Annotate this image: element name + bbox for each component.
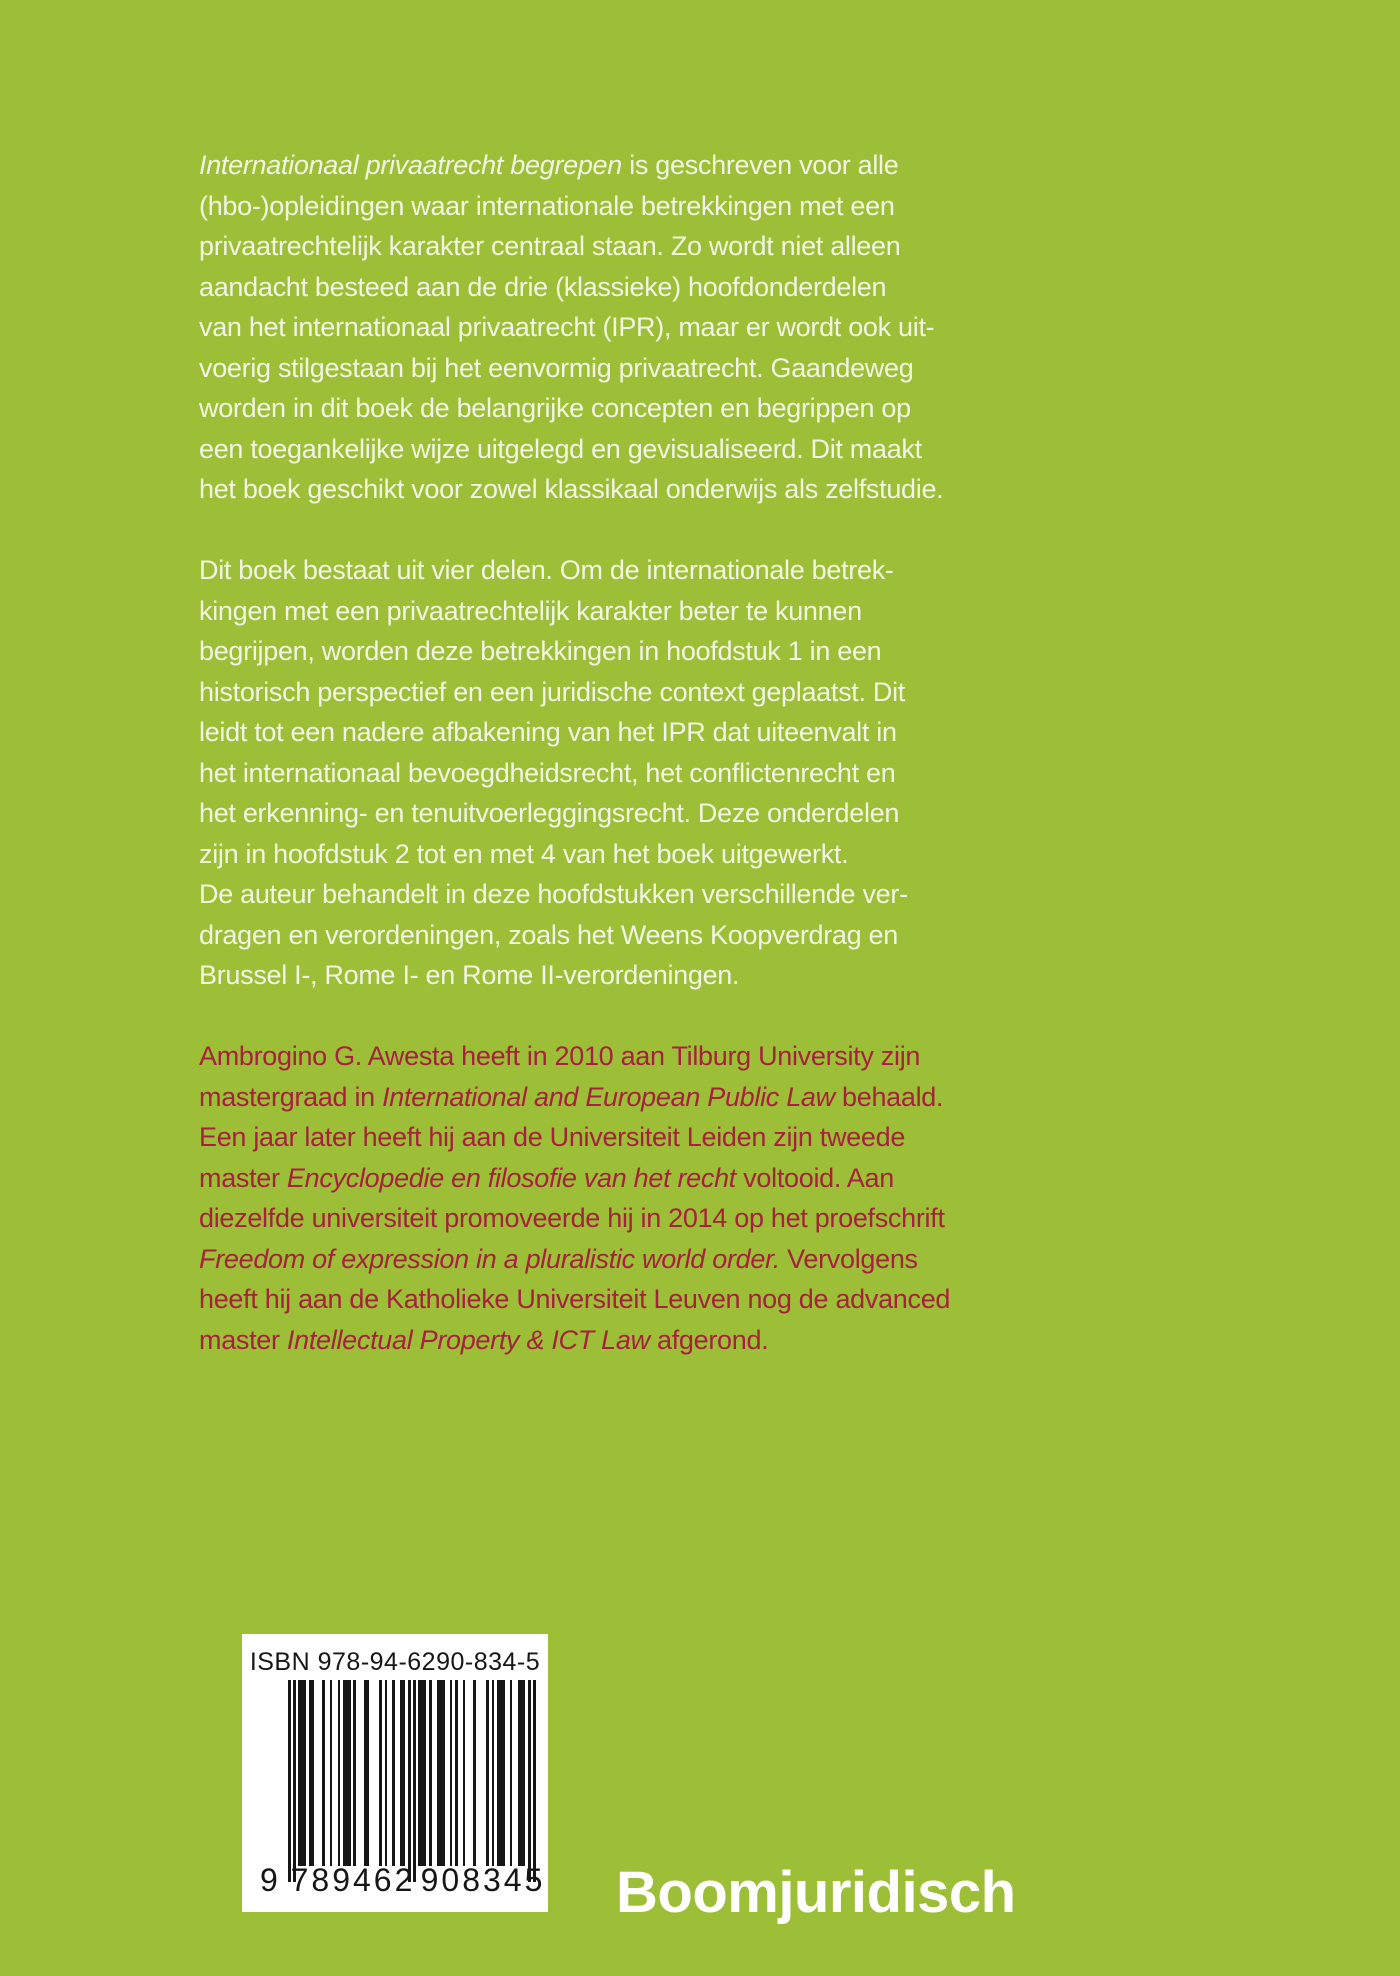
text-segment: voerig stilgestaan bij het eenvormig privaatrecht. Gaandeweg	[199, 352, 914, 383]
text-segment: afgerond.	[649, 1324, 769, 1355]
barcode-bar	[533, 1680, 536, 1882]
italic-text-segment: Internationaal privaatrecht begrepen	[199, 150, 622, 180]
text-segment: (hbo-)opleidingen waar internationale betrekkingen met een	[199, 190, 895, 221]
text-segment: Ambrogino G. Awesta heeft in 2010 aan Tilburg University zijn	[199, 1041, 921, 1071]
text-line	[199, 793, 989, 834]
text-line	[199, 1036, 989, 1077]
text-segment: Een jaar later heeft hij aan de Universiteit Leiden zijn tweede	[199, 1122, 906, 1152]
text-line	[199, 874, 989, 915]
text-line	[199, 550, 989, 591]
text-line	[199, 429, 989, 470]
italic-text-segment: Freedom of expression in a pluralistic world order.	[199, 1243, 780, 1274]
italic-text-segment: Intellectual Property & ICT Law	[286, 1324, 650, 1355]
text-segment: een toegankelijke wijze uitgelegd en gevisualiseerd. Dit maakt	[199, 433, 922, 464]
text-segment: van het internationaal privaatrecht (IPR), maar er wordt ook uit-	[199, 312, 935, 342]
text-line	[199, 712, 989, 753]
text-segment: De auteur behandelt in deze hoofdstukken verschillende ver-	[199, 879, 908, 909]
isbn-label: ISBN 978-94-6290-834-5	[249, 1648, 541, 1676]
text-line	[199, 955, 989, 996]
text-segment: zijn in hoofdstuk 2 tot en met 4 van het boek uitgewerkt.	[199, 838, 849, 869]
barcode-image	[288, 1680, 536, 1882]
text-line	[199, 753, 989, 794]
publisher-logo: Boomjuridisch	[616, 1860, 1016, 1925]
text-segment: Brussel I-, Rome I- en Rome II-verordeningen.	[199, 960, 740, 990]
text-segment: heeft hij aan de Katholieke Universiteit Leuven nog de advanced	[199, 1284, 951, 1314]
text-segment: is geschreven voor alle	[622, 150, 899, 180]
barcode-digit-leading: 9	[260, 1862, 278, 1898]
text-line	[199, 145, 989, 186]
back-cover-text-block	[199, 145, 989, 1401]
text-segment: historisch perspectief en een juridische context geplaatst. Dit	[199, 676, 905, 707]
text-line	[199, 226, 989, 267]
barcode-panel	[242, 1634, 548, 1912]
text-segment: master	[199, 1162, 287, 1193]
text-line	[199, 1077, 989, 1118]
text-segment: het boek geschikt voor zowel klassikaal onderwijs als zelfstudie.	[199, 474, 944, 504]
author-bio-paragraph	[199, 1036, 989, 1360]
text-line	[199, 469, 989, 510]
text-segment: aandacht besteed aan de drie (klassieke) hoofdonderdelen	[199, 271, 887, 302]
book-description-paragraph	[199, 145, 989, 510]
italic-text-segment: Encyclopedie en filosofie van het recht	[286, 1162, 737, 1193]
italic-text-segment: International and European Public Law	[382, 1081, 835, 1112]
barcode-digit-group-2: 908345	[420, 1862, 546, 1898]
text-segment: Vervolgens	[779, 1243, 918, 1274]
text-segment: leidt tot een nadere afbakening van het IPR dat uiteenvalt in	[199, 717, 897, 747]
text-line	[199, 672, 989, 713]
text-segment: het internationaal bevoegdheidsrecht, het conflictenrecht en	[199, 757, 896, 788]
text-line	[199, 915, 989, 956]
text-segment: mastergraad in	[199, 1081, 383, 1112]
text-segment: voltooid. Aan	[736, 1162, 894, 1193]
text-line	[199, 1158, 989, 1199]
text-segment: master	[199, 1324, 287, 1355]
text-segment: diezelfde universiteit promoveerde hij in 2014 op het proefschrift	[199, 1203, 945, 1233]
text-segment: Dit boek bestaat uit vier delen. Om de internationale betrek-	[199, 555, 894, 585]
text-line	[199, 631, 989, 672]
text-line	[199, 186, 989, 227]
text-line	[199, 1117, 989, 1158]
barcode-digit-group-1: 789462	[290, 1862, 416, 1898]
text-line	[199, 348, 989, 389]
text-line	[199, 267, 989, 308]
text-segment: dragen en verordeningen, zoals het Weens Koopverdrag en	[199, 919, 898, 950]
text-line	[199, 834, 989, 875]
text-line	[199, 388, 989, 429]
text-line	[199, 1320, 989, 1361]
text-segment: het erkenning- en tenuitvoerleggingsrecht. Deze onderdelen	[199, 798, 900, 828]
text-segment: worden in dit boek de belangrijke concepten en begrippen op	[199, 393, 911, 423]
book-structure-paragraph	[199, 550, 989, 996]
barcode-digits	[242, 1864, 548, 1896]
text-segment: kingen met een privaatrechtelijk karakter beter te kunnen	[199, 595, 862, 626]
text-line	[199, 591, 989, 632]
text-line	[199, 1239, 989, 1280]
text-segment: privaatrechtelijk karakter centraal staan. Zo wordt niet alleen	[199, 231, 901, 261]
text-line	[199, 307, 989, 348]
text-line	[199, 1198, 989, 1239]
text-segment: begrijpen, worden deze betrekkingen in hoofdstuk 1 in een	[199, 636, 882, 666]
text-segment: behaald.	[834, 1081, 944, 1112]
text-line	[199, 1279, 989, 1320]
